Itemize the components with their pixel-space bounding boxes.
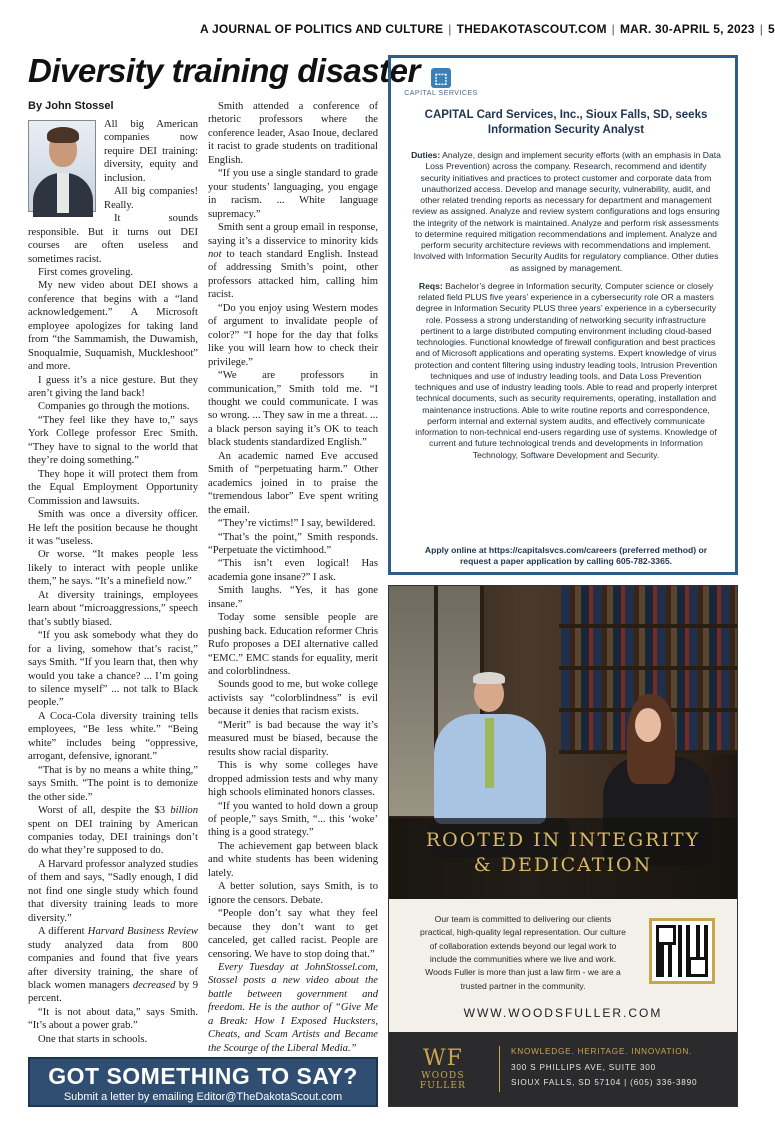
logo-mark-icon: ⬚ (431, 68, 451, 88)
site-name[interactable]: THEDAKOTASCOUT.COM (456, 22, 607, 36)
paragraph: They hope it will protect them from the Equal Employment Opportunity Commission and lawsuits. (28, 468, 198, 507)
firm-slogan: KNOWLEDGE. HERITAGE. INNOVATION. (511, 1047, 693, 1056)
job-duties: Duties: Analyze, design and implement security efforts (with an emphasis in Data Loss Prevention) across the company. Research, recommend and identify security initiatives and practices to protect customer and corporate data from unauthorized access. Develop and manage security, vulnerability, audit, and other related trending reports as necessary for department and management review as assigned. Analyze and review system configurations and logs ensuring the integrity of the network is maintained. Analyze and perform risk assessments to determine required mitigation recommendations and implement. Analyze and perform security architecture reviews with recommendations and implement. Involved with Information Security Audits for regulatory compliance. Other duties as assigned by management. (411, 150, 721, 273)
paragraph: My new video about DEI shows a conference that begins with a “land acknowledgement.” A Microsoft employee apologizes for taking land from “the Sammamish, the Duwamish, Snoqualmie, Suquamish, Muckleshoot” and more. (28, 280, 198, 373)
paragraph: Companies go through the motions. (38, 401, 190, 413)
separator: | (448, 22, 452, 36)
paragraph: At diversity trainings, employees learn about “microaggressions,” speech that’s subtly biased. (28, 589, 198, 628)
capital-services-logo (401, 68, 481, 97)
paragraph: “Merit” is bad because the way it’s measured must be biased, because the results show racial disparity. (208, 719, 378, 758)
paragraph: “They’re victims!” I say, bewildered. (218, 518, 376, 530)
apply-instructions[interactable]: Apply online at https://capitalsvcs.com/careers (preferred method) or request a paper application by calling 605-782-3365. (424, 545, 708, 567)
logo-firm-name: WOODS FULLER (419, 1071, 467, 1091)
masthead (200, 22, 775, 36)
paragraph: Sounds good to me, but woke college activists say “colorblindness” is evil because it denies that racism exists. (208, 679, 378, 718)
byline: By John Stossel (28, 100, 114, 112)
paragraph: “We are professors in communication,” Smith told me. “I thought we could communicate. I was so wrong. ... They saw in me a threat. ... a black person saying it’s OK to teach black students standardized English.” (208, 370, 378, 449)
paragraph: “If you use a single standard to grade your students’ languaging, you engage in racism. ... White language supremacy.” (208, 168, 378, 220)
paragraph: All big companies! Really. (104, 186, 198, 211)
issue-date: MAR. 30-APRIL 5, 2023 (619, 22, 755, 36)
paragraph: Smith sent a group email in response, saying it’s a disservice to minority kids not to teach standard English. Instead of addressing Smith’s point, other professors attacked him, calling him racist. (208, 222, 378, 301)
paragraph: A different Harvard Business Review study analyzed data from 800 companies and found that five years after diversity training, the share of black women managers decreased by 9 percent. (28, 926, 199, 1005)
paragraph: A better solution, says Smith, is to ignore the censors. Debate. (208, 881, 378, 906)
paragraph: “It is not about data,” says Smith. “It’s about a power grab.” (28, 1006, 198, 1032)
tagline-banner (389, 818, 737, 899)
job-requirements: Reqs: Bachelor’s degree in Information security, Computer science or closely related field PLUS five years’ experience in a cybersecurity role OR a masters degree in Information Security PLUS three years’ experience in a cybersecurity role. Possess a strong understanding of networking security infrastructure pertinent to a large distributed computing environment including cloud-based technologies. Functional knowledge of firewall configuration and best practices and of Microsoft applications and operating systems. Expert knowledge of virus protection and content filtering using industry leading tools, Intrusion Prevention techniques and use of industry leading tools, and Data Loss Prevention techniques and use of industry leading tools. Able to read and properly interpret technical documents, such as security requirements, operating, installation and maintenance instructions. Able to write routine reports and correspondence, perform internal and external system audits, and effectively communicate information to non-technical end-users regarding use of systems. Knowledge of current and future technological trends and developments in Information Technology, Software Development and Security. (414, 280, 718, 460)
divider (499, 1046, 500, 1092)
paragraph: “Do you enjoy using Western modes of argument to invalidate people of color?” “I hope for the day that folks like you will learn how to check their privilege.” (208, 302, 378, 368)
tagline-line-1: ROOTED IN INTEGRITY (425, 829, 701, 851)
paragraph: “If you wanted to hold down a group of people,” says Smith, “... this ‘woke’ thing is a good strategy.” (208, 800, 378, 839)
paragraph: “That’s the point,” Smith responds. “Perpetuate the victimhood.” (208, 531, 378, 556)
address-line-2: SIOUX FALLS, SD 57104 | (605) 336-3890 (511, 1078, 698, 1088)
paragraph: “People don’t say what they feel because they don’t want to get canceled, get called racist. People are censoring. We have to stop doing that.” (208, 908, 378, 960)
page-number: 5 (768, 22, 775, 36)
address-line-1: 300 S PHILLIPS AVE, SUITE 300 (511, 1062, 657, 1072)
paragraph: “If you ask somebody what they do for a living, somehow that’s racist,” says Smith. “If you learn that, then why would you take a chance? ... I’m going to silence myself” ... not talk to Black people.” (28, 630, 198, 709)
tagline-line-2: & DEDICATION (473, 853, 653, 876)
separator: | (759, 22, 764, 36)
journal-name: A JOURNAL OF POLITICS AND CULTURE (200, 22, 444, 36)
separator: | (611, 22, 615, 36)
job-description (411, 150, 721, 468)
paragraph: A Coca-Cola diversity training tells employees, “Be less white.” “Being white” includes being “oppressive, arrogant, defensive, ignorant.” (28, 710, 198, 763)
callout-headline: GOT SOMETHING TO SAY? (48, 1063, 358, 1089)
paragraph: Smith was once a diversity officer. He left the position because he thought it was “useless. (28, 509, 198, 548)
qr-code-icon[interactable] (649, 918, 715, 984)
paragraph: “That is by no means a white thing,” says Smith. “The point is to demonize the other side.” (28, 764, 198, 803)
paragraph: First comes groveling. (38, 266, 134, 278)
paragraph: It sounds responsible. But it turns out DEI courses are often useless and sometimes racist. (28, 213, 198, 265)
paragraph: The achievement gap between black and white students has been widening lately. (208, 840, 378, 879)
firm-description: Our team is committed to delivering our clients practical, high-quality legal representation. Our culture of collaboration extends beyond our legal work to include the communities where we live and work. Woods Fuller is more than just a law firm - we are a trusted partner in the community. (420, 914, 626, 991)
article-headline: Diversity training disaster (28, 52, 420, 89)
author-portrait (28, 120, 96, 212)
job-title: CAPITAL Card Services, Inc., Sioux Falls, SD, seeks Information Security Analyst (424, 109, 708, 136)
paragraph: Smith attended a conference of rhetoric professors where the conference leader, Asao Inoue, declared it racist to grade students on traditional English. (208, 101, 378, 166)
paragraph: Today some sensible people are pushing back. Education reformer Chris Rufo proposes a DEI alternative called “EMC.” EMC stands for equality, merit and colorblindness. (208, 612, 378, 678)
article-column-1 (28, 100, 198, 1046)
firm-website-link[interactable]: WWW.WOODSFULLER.COM (463, 1006, 663, 1020)
law-firm-advertisement (388, 585, 738, 1107)
paragraph: All big American companies now require DEI training: diversity, equity and inclusion. (104, 118, 198, 184)
paragraph: Or worse. “It makes people less likely to interact with people unlike them,” he says. “It’s a minefield now.” (28, 549, 198, 588)
author-endnote: Every Tuesday at JohnStossel.com, Stossel posts a new video about the battle between government and freedom. He is the author of “Give Me a Break: How I Exposed Hucksters, Cheats, and Scam Artists and Became the Scourge of the Liberal Media.” (208, 962, 378, 1054)
firm-contact (511, 1044, 731, 1091)
paragraph: “This isn’t even logical! Has academia gone insane?” I ask. (208, 558, 378, 583)
paragraph: Worst of all, despite the $3 billion spent on DEI training by American companies today, DEI trainings don’t do what they’re supposed to do. (28, 805, 198, 857)
logo-wordmark: CAPITAL SERVICES (404, 90, 478, 97)
paragraph: Smith laughs. “Yes, it has gone insane.” (208, 585, 378, 610)
callout-email-line[interactable]: Submit a letter by emailing Editor@TheDakotaScout.com (63, 1091, 343, 1103)
job-advertisement (388, 55, 738, 575)
paragraph: An academic named Eve accused Smith of “perpetuating harm.” Other academics joined in to praise the “tremendous labor” Eve spent writing the email. (208, 450, 378, 516)
paragraph: I guess it’s a nice gesture. But they aren’t giving the land back! (28, 374, 198, 400)
paragraph: A Harvard professor analyzed studies of them and says, “Sadly enough, I did not find one single study which found that diversity training leads to more diversity.” (28, 858, 198, 924)
paragraph: This is why some colleges have dropped admission tests and why many high schools eliminated honors classes. (208, 760, 378, 799)
office-meeting-photo (389, 586, 737, 899)
firm-footer (389, 1032, 737, 1106)
paragraph: One that starts in schools. (38, 1033, 148, 1045)
letters-callout[interactable] (28, 1057, 378, 1107)
woods-fuller-logo (399, 1046, 487, 1091)
article-column-2 (208, 100, 378, 1055)
logo-monogram: WF (423, 1046, 463, 1071)
paragraph: “They feel like they have to,” says York College professor Erec Smith. “They have to signal to the world that they’re doing something.” (28, 414, 198, 467)
